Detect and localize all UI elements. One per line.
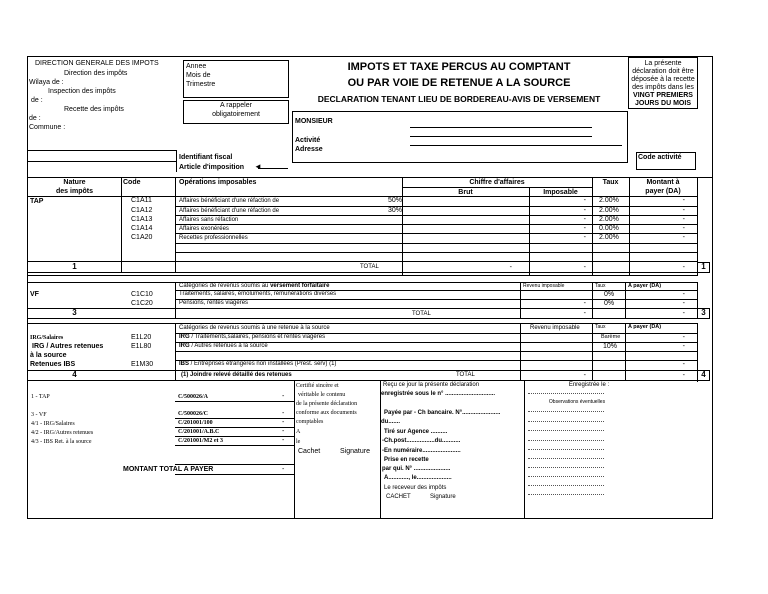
irg-operation	[179, 361, 336, 367]
tap-percent: 30%	[388, 207, 403, 214]
vf-taux: 0%	[604, 291, 615, 298]
tap-right-number: 1	[701, 262, 706, 271]
title-line-1: IMPOTS ET TAXE PERCUS AU COMPTANT	[347, 61, 571, 73]
irg-pay[interactable]: -	[682, 343, 685, 350]
montant-line-bottom	[175, 474, 294, 475]
tap-percent: 50%	[388, 197, 403, 204]
irg-op-bold: IRG	[179, 334, 190, 340]
irg-right-number: 4	[701, 370, 706, 379]
irg-taux: Barème	[601, 334, 621, 340]
vf-header-text: Catégories de revenus soumis au	[179, 283, 271, 289]
montant-total-value[interactable]: -	[282, 466, 285, 473]
irg-operation	[179, 343, 268, 349]
summary-label: 4/3 - IBS Ret. à la source	[31, 439, 92, 445]
certif-line: véritable le contenu	[298, 392, 346, 398]
summary-value[interactable]: -	[282, 393, 285, 400]
tap-total-label: TOTAL	[360, 264, 379, 270]
vf-pay[interactable]: -	[682, 300, 685, 307]
summary-label: 4/1 - IRG/Salaires	[31, 421, 75, 427]
irg-code: E1L20	[131, 334, 152, 341]
tap-taux: 2.00%	[599, 234, 619, 241]
certif-line: comptables	[296, 419, 324, 425]
certif-signature: Signature	[340, 448, 370, 455]
summary-col-1	[294, 380, 295, 519]
tap-taux: 2.00%	[599, 197, 619, 204]
nature-header-1: Nature	[63, 179, 86, 186]
irg-apayer-header: A payer (DA)	[628, 324, 662, 330]
summary-label: 3 - VF	[31, 412, 47, 418]
tap-sep	[28, 261, 697, 262]
de-label-2: de :	[29, 115, 41, 122]
reference-box[interactable]	[183, 100, 289, 124]
vf-revenu-header: Revenu imposable	[523, 283, 565, 289]
vf-apayer-header: A payer (DA)	[628, 283, 662, 289]
monsieur-label: MONSIEUR	[295, 118, 333, 125]
summary-value[interactable]: -	[282, 428, 285, 435]
arrow-line	[258, 168, 288, 169]
recu-chpost: -Ch.post.................du...........	[382, 438, 461, 444]
tap-pay[interactable]: -	[682, 216, 685, 223]
obs-line	[528, 476, 604, 477]
irg-label-1: IRG/Salaires	[30, 335, 64, 341]
vf-pay[interactable]: -	[682, 291, 685, 298]
tap-operation: Affaires bénéficiant d'une réfaction de	[179, 208, 280, 214]
tap-number: 1	[72, 262, 77, 271]
summary-code: C/201001/100	[178, 420, 213, 426]
a-rappeler-label: A rappeler	[220, 102, 252, 109]
tap-code: C1A14	[131, 225, 153, 232]
header-bottom	[28, 196, 697, 197]
tap-taux: 2.00%	[599, 207, 619, 214]
inspection-label: Inspection des impôts	[48, 88, 116, 95]
vf-total-label: TOTAL	[412, 311, 431, 317]
summary-code: C/500026/C	[178, 411, 208, 417]
notice-bold-1: VINGT PREMIERS	[633, 92, 693, 99]
taux-header: Taux	[602, 179, 619, 186]
recu-enum: -En numéraire.......................	[382, 448, 461, 454]
certif-line: de la présente déclaration	[296, 401, 358, 407]
adresse-line	[410, 145, 622, 146]
summary-line	[175, 436, 294, 437]
recu-signature: Signature	[430, 494, 456, 500]
activite-line	[410, 136, 592, 137]
vf-row-line	[175, 299, 697, 300]
tap-code: C1A11	[131, 197, 152, 204]
tap-taux: 2.00%	[599, 216, 619, 223]
irg-label-4: Retenues IBS	[30, 361, 76, 368]
irg-col-4	[625, 323, 626, 381]
obs-line	[528, 458, 604, 459]
tap-code: C1A12	[131, 207, 153, 214]
recette-label: Recette des impôts	[64, 106, 124, 113]
certif-line: conforme aux documents	[296, 410, 357, 416]
recu-du: du.......	[381, 419, 400, 425]
obs-line	[528, 494, 604, 495]
irg-total-label: TOTAL	[456, 372, 475, 378]
irg-op-text: / Traitements,salaires, pensions et rentes viagères	[189, 334, 326, 340]
col-nature-right	[121, 177, 122, 272]
obs-line	[528, 430, 604, 431]
summary-value[interactable]: -	[282, 419, 285, 426]
vf-operation: Traitements, salaires, émoluments, rémunérations diverses	[179, 291, 337, 297]
trimestre-label: Trimestre	[186, 81, 216, 88]
recu-line-1: Reçu ce jour la présente déclaration	[383, 382, 480, 388]
irg-code: E1L80	[131, 343, 152, 350]
summary-code: C/201001/A.B.C	[178, 429, 220, 435]
obs-line	[528, 421, 604, 422]
irg-operation	[179, 334, 325, 340]
tap-operation: Recettes professionnelles	[179, 235, 248, 241]
vf-sep	[28, 308, 697, 309]
vf-taux-header: Taux	[595, 283, 606, 289]
obs-line	[528, 485, 604, 486]
chiffre-header: Chiffre d'affaires	[469, 179, 525, 186]
montant-header-1: Montant à	[646, 179, 680, 186]
certif-line: A	[296, 429, 301, 435]
notice-line-2: déclaration doit être	[632, 68, 694, 75]
vf-col-3	[592, 282, 593, 318]
title-line-3: DECLARATION TENANT LIEU DE BORDEREAU-AVIS DE VERSEMENT	[317, 94, 601, 104]
summary-label: 4/2 - IRG/Autres retenues	[31, 430, 94, 436]
taxpayer-box[interactable]	[292, 111, 628, 163]
tap-pay[interactable]: -	[682, 207, 685, 214]
summary-col-2	[380, 380, 381, 519]
irg-code: E1M30	[131, 361, 154, 368]
recu-a-le: A............, le.....................	[384, 475, 452, 481]
summary-value[interactable]: -	[282, 410, 285, 417]
tap-operation: Affaires bénéficiant d'une réfaction de	[179, 198, 280, 204]
annee-label: Annee	[186, 63, 207, 70]
irg-joindre: (1) Joindre relevé détaillé des retenues	[181, 372, 292, 378]
table-top	[28, 177, 713, 178]
tap-total-brut[interactable]: -	[509, 264, 512, 271]
irg-col-1	[175, 323, 176, 381]
irg-total-pay[interactable]: -	[682, 372, 685, 379]
vf-total-pay[interactable]: -	[682, 310, 685, 317]
vf-operation: Pensions, rentes viagères	[179, 300, 249, 306]
operations-header: Opérations imposables	[179, 179, 257, 186]
vf-col-1	[175, 282, 176, 318]
tap-operation: Affaires exonérées	[179, 226, 229, 232]
nature-header-2: des impôts	[56, 188, 93, 195]
irg-taux: 10%	[603, 343, 618, 350]
notice-line-4: des impôts dans les	[632, 84, 694, 91]
tap-imposable[interactable]: -	[583, 216, 586, 223]
vf-number: 3	[72, 308, 77, 317]
summary-line	[175, 445, 294, 446]
irg-header: Catégories de revenus soumis à une retenue à la source	[179, 325, 330, 331]
tap-bottom-2	[28, 275, 697, 276]
irg-number: 4	[72, 370, 77, 379]
irg-label-2: IRG / Autres retenues	[32, 343, 104, 350]
recu-paye: Payée par - Ch bancaire. N°.......................	[384, 410, 501, 416]
code-header: Code	[123, 179, 141, 186]
adresse-label: Adresse	[295, 146, 323, 153]
vf-taux: 0%	[604, 300, 615, 307]
vf-header	[179, 283, 329, 289]
notice-line-3: déposée à la recette	[631, 76, 695, 83]
brut-header: Brut	[458, 189, 473, 196]
irg-label-3: à la source	[30, 352, 67, 359]
tap-code: C1A13	[131, 216, 153, 223]
summary-code: C/500026/A	[178, 394, 208, 400]
id-line-1	[28, 150, 176, 151]
enreg-title: Enregistrée le :	[568, 382, 610, 388]
summary-label: 1 - TAP	[31, 394, 50, 400]
irg-op-text: / Entreprises étrangères non installées (Prest. serv) (1)	[189, 361, 337, 367]
direction-label: Direction des impôts	[64, 70, 128, 77]
recu-parqui: par qui. N° ......................	[382, 466, 451, 472]
de-label-1: de :	[31, 97, 43, 104]
tap-bottom	[28, 272, 697, 273]
brut-top	[402, 187, 592, 188]
irg-sep	[28, 370, 697, 371]
article-label: Article d'imposition	[179, 164, 245, 171]
tap-imposable[interactable]: -	[583, 234, 586, 241]
irg-pay[interactable]: -	[682, 334, 685, 341]
activite-label: Activité	[295, 137, 321, 144]
montant-total-label: MONTANT TOTAL A PAYER	[123, 466, 214, 473]
id-line-2	[28, 161, 176, 162]
irg-op-bold: IRG	[179, 343, 190, 349]
tap-operation: Affaires sans réfaction	[179, 217, 239, 223]
arrow-left-icon: ◄	[254, 162, 262, 171]
tap-total-pay[interactable]: -	[682, 264, 685, 271]
vf-total-imposable[interactable]: -	[583, 310, 586, 317]
enreg-line	[528, 393, 604, 394]
certif-line: le	[296, 439, 301, 445]
irg-revenu-header: Revenu imposable	[530, 325, 580, 331]
tap-imposable[interactable]: -	[583, 197, 586, 204]
summary-line	[175, 401, 294, 402]
notice-bold-2: JOURS DU MOIS	[634, 100, 691, 107]
montant-header-2: payer (DA)	[645, 188, 681, 195]
recu-cachet: CACHET	[386, 494, 411, 500]
obs-line	[528, 440, 604, 441]
irg-bottom	[28, 380, 697, 381]
tap-pay[interactable]: -	[682, 197, 685, 204]
tap-imposable[interactable]: -	[583, 225, 586, 232]
tap-label: TAP	[30, 198, 44, 205]
vf-code: C1C10	[131, 291, 153, 298]
vf-col-4	[625, 282, 626, 318]
certif-cachet: Cachet	[298, 448, 321, 455]
tap-taux: 0.00%	[599, 225, 619, 232]
vf-right-number: 3	[701, 308, 706, 317]
obligatoirement-label: obligatoirement	[212, 111, 260, 118]
recu-receveur: Le receveur des impôts	[384, 485, 447, 491]
obs-line	[528, 411, 604, 412]
recu-prise: Prise en recette	[384, 457, 429, 463]
tap-row-line	[175, 252, 697, 253]
vf-label: VF	[30, 291, 39, 298]
monsieur-line	[410, 127, 592, 128]
tap-total-imposable[interactable]: -	[583, 264, 586, 271]
recu-tire: Tiré sur Agence ..........	[384, 429, 448, 435]
vf-header-bold: versement forfaitaire	[270, 283, 330, 289]
notice-line-1: La présente	[644, 60, 682, 67]
mois-label: Mois de	[186, 72, 211, 79]
obs-line	[528, 467, 604, 468]
irg-op-text: / Autres retenues à la source	[189, 343, 268, 349]
tap-imposable[interactable]: -	[583, 207, 586, 214]
tap-row-line	[175, 243, 697, 244]
direction-generale: DIRECTION GENERALE DES IMPOTS	[35, 60, 159, 67]
certif-line: Certifié sincère et	[296, 383, 339, 389]
tap-code: C1A20	[131, 234, 153, 241]
obs-line	[528, 449, 604, 450]
irg-total-imposable[interactable]: -	[583, 372, 586, 379]
vf-imposable[interactable]: -	[583, 300, 586, 307]
irg-col-3	[592, 323, 593, 381]
tap-pay[interactable]: -	[682, 234, 685, 241]
irg-taux-header: Taux	[595, 324, 606, 330]
identifiant-label: Identifiant fiscal	[179, 154, 233, 161]
enreg-obs: Observations éventuelles	[548, 399, 606, 405]
summary-line	[175, 418, 294, 419]
code-activite-label: Code activité	[638, 154, 682, 161]
irg-op-bold: IBS	[179, 361, 190, 367]
irg-pay[interactable]: -	[682, 361, 685, 368]
vf-code: C1C20	[131, 300, 153, 307]
recu-line-2: enregistrée sous le n° ..............................	[381, 391, 496, 397]
tap-pay[interactable]: -	[682, 225, 685, 232]
title-line-2: OU PAR VOIE DE RETENUE A LA SOURCE	[347, 77, 571, 89]
id-divider	[176, 150, 177, 172]
montant-line-top	[175, 464, 294, 465]
commune-label: Commune :	[29, 124, 66, 131]
summary-code: C/201001/M2 et 3	[178, 438, 223, 444]
wilaya-label: Wilaya de :	[29, 79, 64, 86]
summary-value[interactable]: -	[282, 437, 285, 444]
irg-row-line	[175, 351, 697, 352]
summary-line	[175, 427, 294, 428]
imposable-header: Imposable	[543, 189, 578, 196]
vf-bottom	[28, 318, 697, 319]
